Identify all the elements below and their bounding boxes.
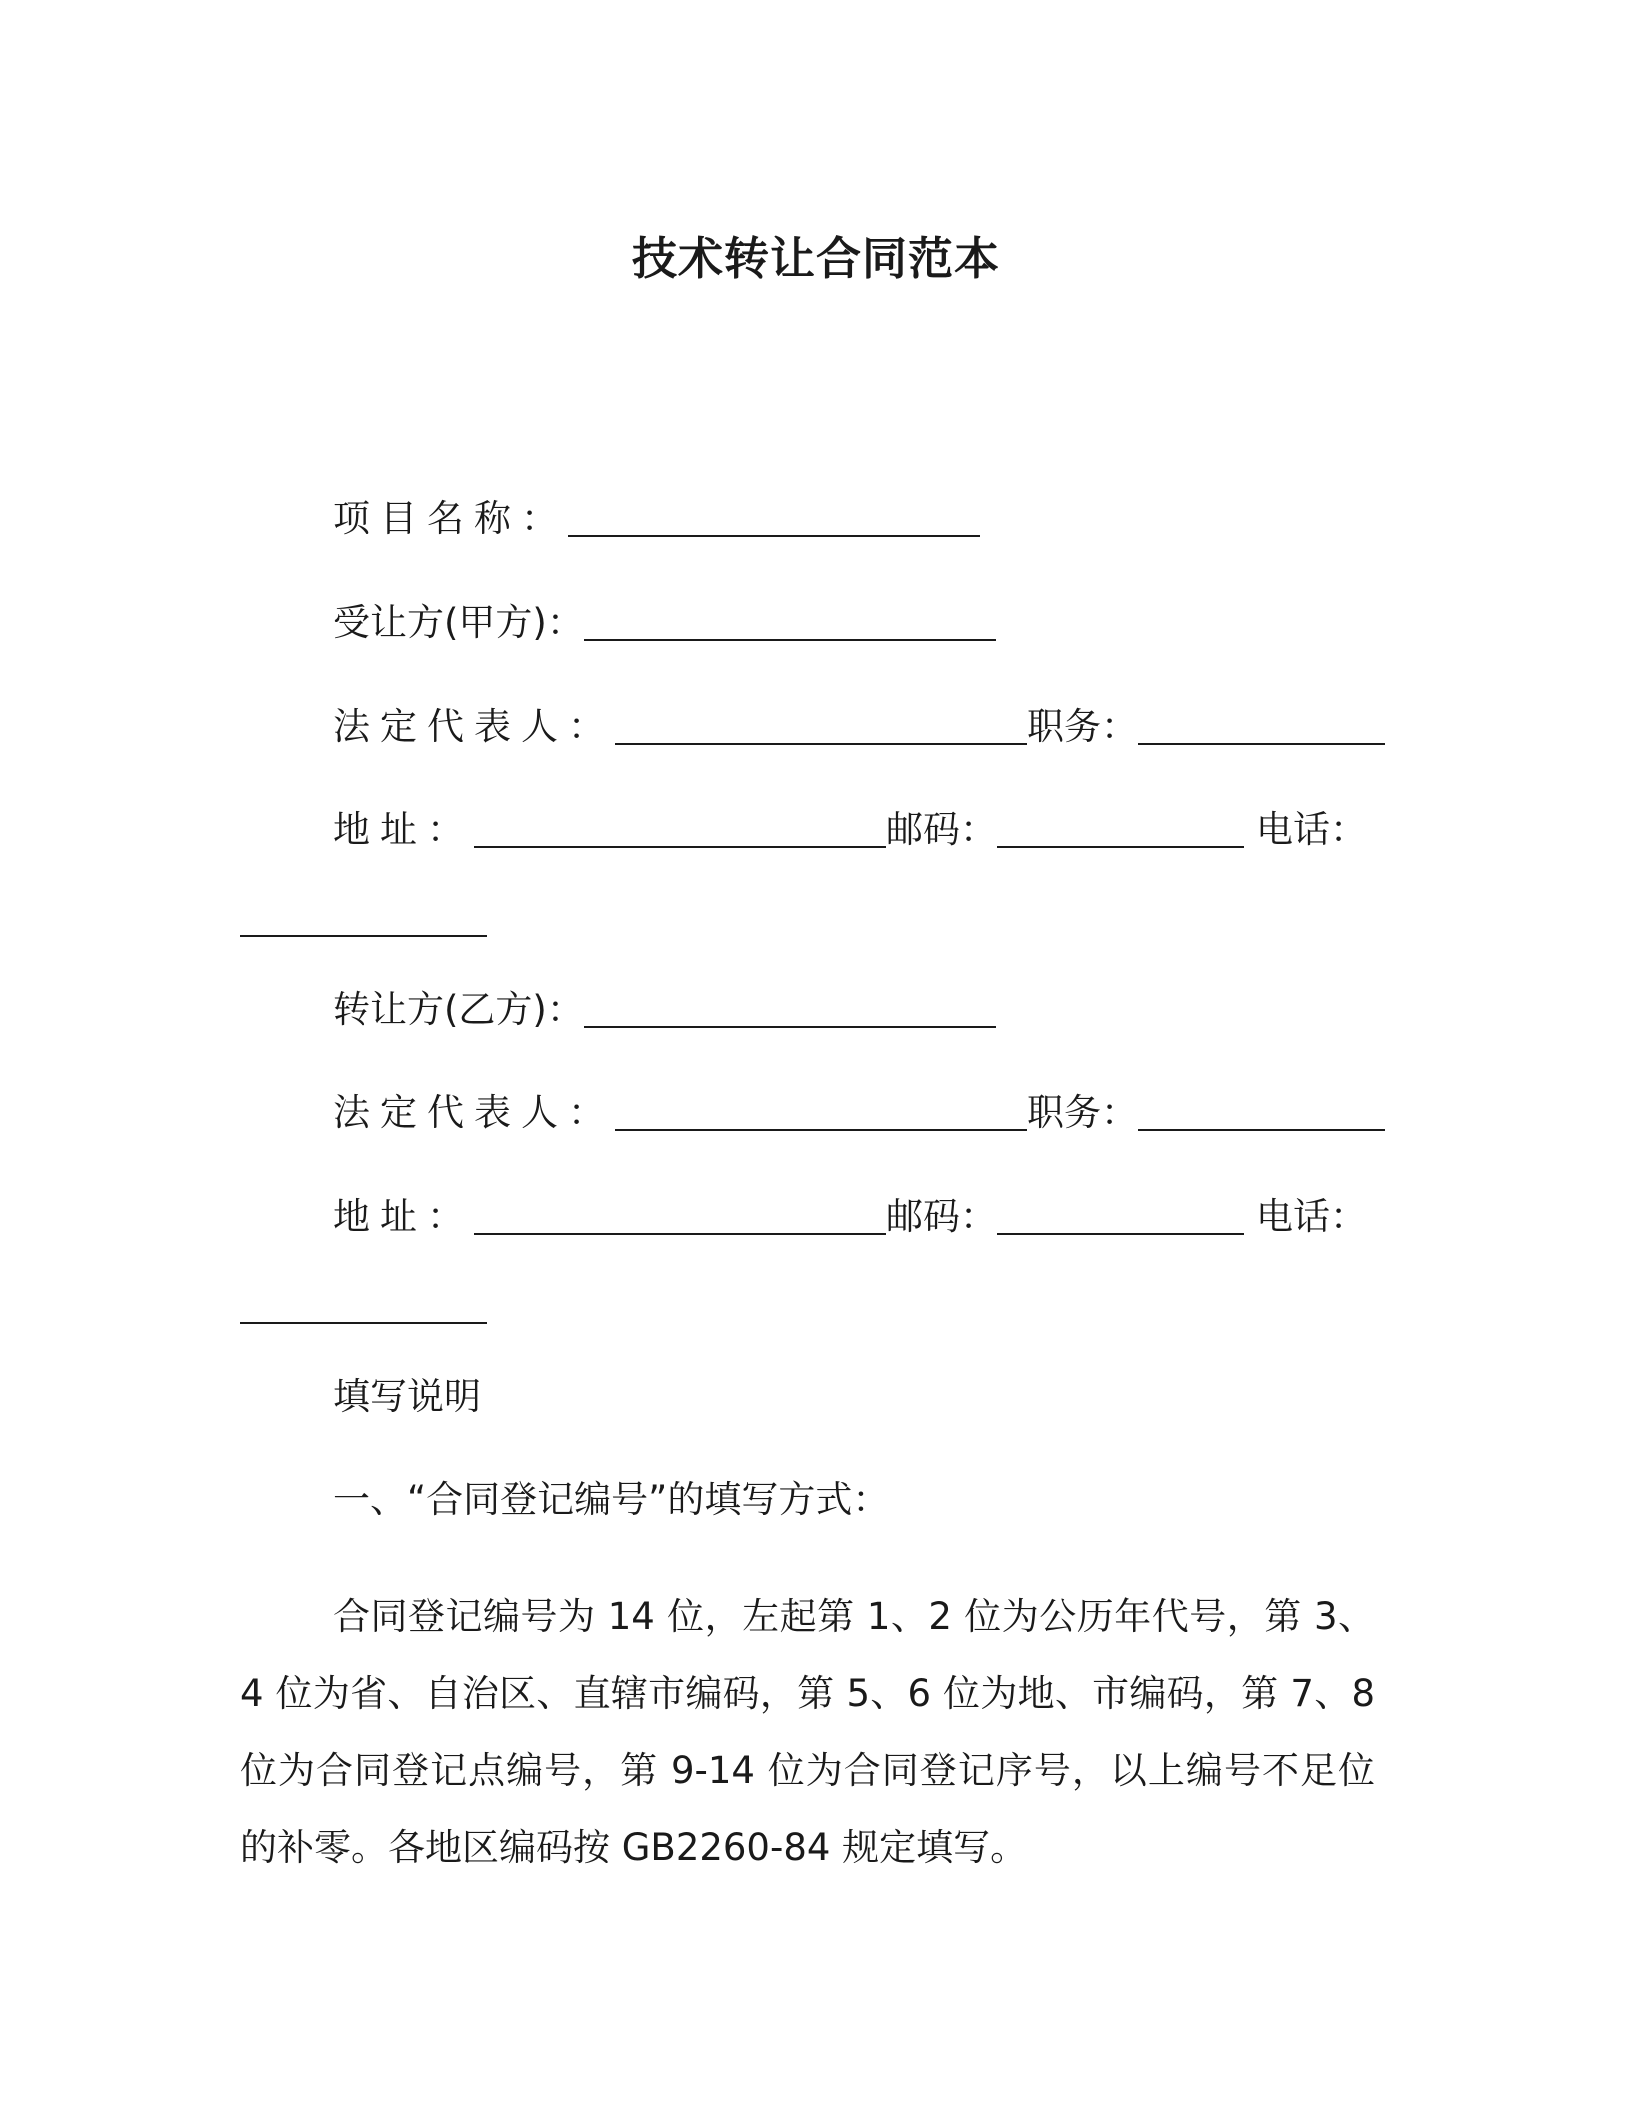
transferor-position-label: 职务： [1027, 1091, 1138, 1134]
transferee-zip-blank[interactable] [997, 846, 1244, 848]
transferee-address-blank[interactable] [474, 846, 886, 848]
section-one-body: 合同登记编号为 14 位，左起第 1、2 位为公历年代号，第 3、4 位为省、自治区、直辖市编码，第 5、6 位为地、市编码，第 7、8 位为合同登记点编号，第 9-14 位为合同登记序号，以上编号不足位的补零。各地区编码按 GB2260-84 规定填写。 [240, 1595, 1375, 1869]
transferor-phone-blank[interactable] [240, 1322, 487, 1324]
transferor-address-label: 地址： [333, 1195, 474, 1238]
transferor-blank[interactable] [584, 1026, 996, 1028]
transferor-zip-label: 邮码： [886, 1195, 997, 1238]
transferor-rep-label: 法定代表人： [333, 1091, 615, 1134]
section-one-heading: 一、“合同登记编号”的填写方式： [333, 1478, 890, 1521]
transferor-zip-blank[interactable] [997, 1233, 1244, 1235]
instructions-heading: 填写说明 [333, 1375, 481, 1418]
transferee-phone-row [240, 900, 487, 937]
transferee-position-label: 职务： [1027, 705, 1138, 748]
transferor-phone-row [240, 1287, 487, 1324]
project-name-label: 项目名称： [333, 497, 568, 540]
transferor-row [333, 988, 996, 1031]
project-name-blank[interactable] [568, 535, 980, 537]
transferee-blank[interactable] [584, 639, 996, 641]
transferor-rep-blank[interactable] [615, 1129, 1027, 1131]
transferee-row [333, 601, 996, 644]
transferor-address-blank[interactable] [474, 1233, 886, 1235]
transferor-phone-label: 电话： [1256, 1195, 1367, 1238]
transferor-rep-row [333, 1091, 1385, 1134]
transferee-zip-label: 邮码： [886, 808, 997, 851]
transferee-rep-blank[interactable] [615, 743, 1027, 745]
transferee-rep-label: 法定代表人： [333, 705, 615, 748]
document-title: 技术转让合同范本 [631, 232, 1000, 285]
transferee-address-label: 地址： [333, 808, 474, 851]
transferee-rep-row [333, 705, 1385, 748]
transferee-address-row [333, 808, 1367, 851]
transferee-position-blank[interactable] [1138, 743, 1385, 745]
transferee-phone-label: 电话： [1256, 808, 1367, 851]
transferee-label: 受让方(甲方)： [333, 601, 584, 644]
transferee-phone-blank[interactable] [240, 935, 487, 937]
transferor-position-blank[interactable] [1138, 1129, 1385, 1131]
transferor-label: 转让方(乙方)： [333, 988, 584, 1031]
project-name-row [333, 497, 980, 540]
transferor-address-row [333, 1195, 1367, 1238]
